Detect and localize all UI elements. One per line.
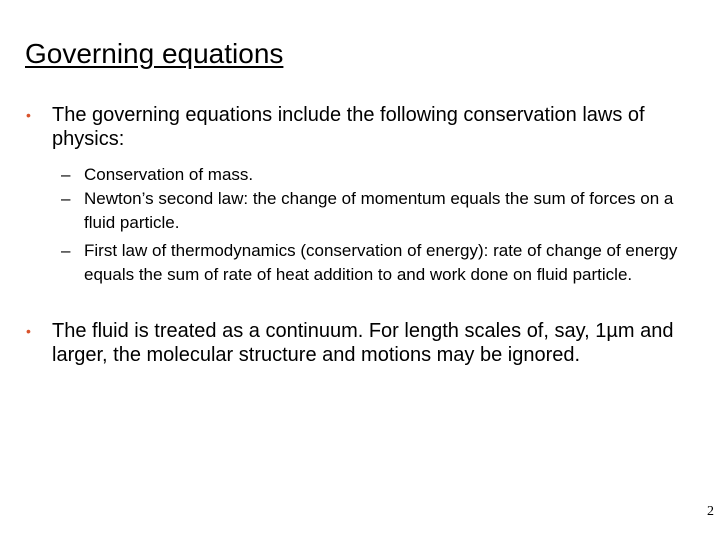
bullet-text: The fluid is treated as a continuum. For length scales of, say, 1µm and larger, the molecular structure and motions may be ignored.: [52, 320, 674, 366]
page-number: 2: [707, 504, 714, 519]
bullet-item: [26, 103, 692, 151]
bullet-text: The governing equations include the following conservation laws of physics:: [52, 104, 645, 150]
sub-bullet-icon: –: [61, 165, 71, 184]
bullet-icon: •: [26, 323, 31, 339]
sub-bullet-icon: –: [61, 189, 71, 208]
slide-title: Governing equations: [25, 38, 284, 69]
sub-bullet-icon: –: [61, 241, 71, 260]
sub-item: [61, 187, 694, 235]
sub-item-text: Newton’s second law: the change of momentum equals the sum of forces on a fluid particle.: [84, 189, 674, 232]
sub-item: [61, 239, 694, 287]
sub-item: [61, 163, 694, 187]
sub-item-text: Conservation of mass.: [84, 165, 254, 184]
sub-item-text: First law of thermodynamics (conservation of energy): rate of change of energy equals the sum of rate of heat addition to and work done on fluid particle.: [84, 241, 678, 284]
bullet-icon: •: [26, 107, 31, 123]
bullet-item: [26, 319, 692, 367]
